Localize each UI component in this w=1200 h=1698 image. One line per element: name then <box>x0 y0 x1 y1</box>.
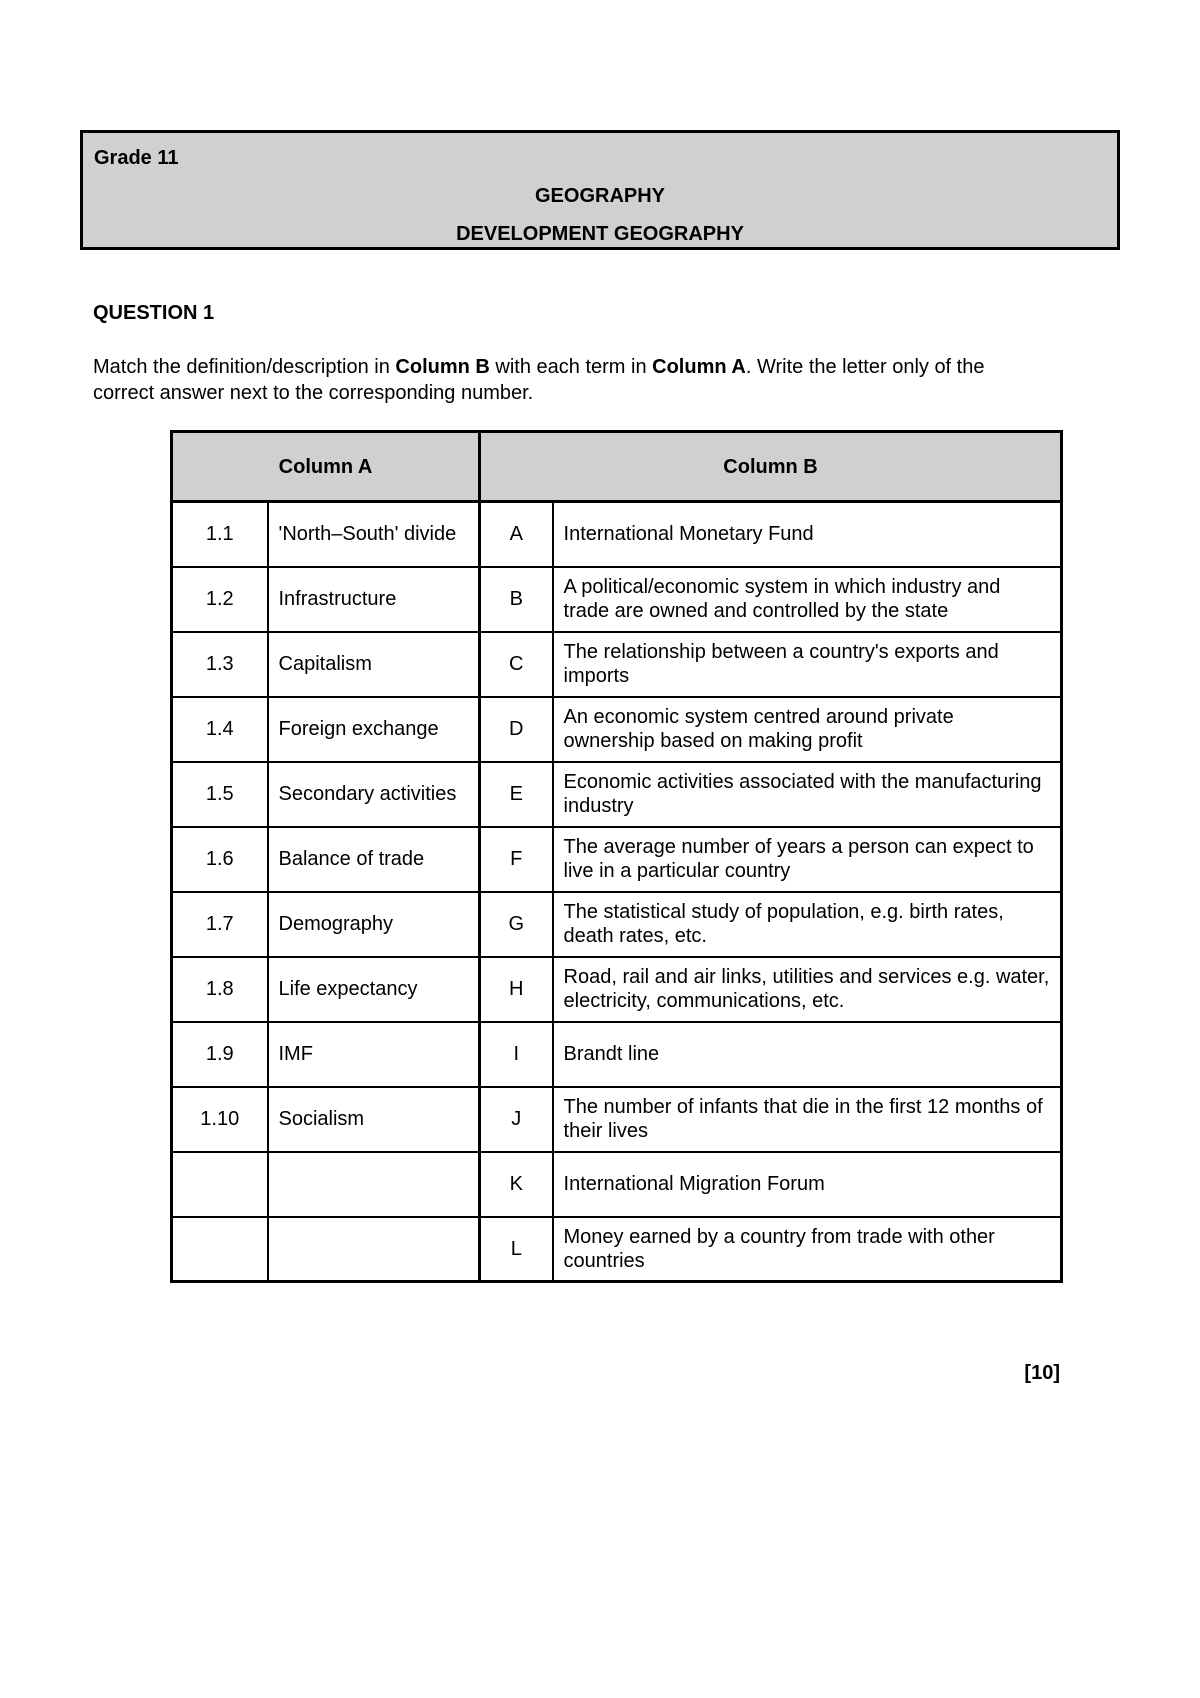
instructions-bold-1: Column B <box>395 356 490 378</box>
instructions-text-3: . Write the letter only of the correct answer next to the corresponding number. <box>93 356 985 404</box>
instructions-text-2: with each term in <box>489 356 653 378</box>
letter-cell: C <box>480 632 553 697</box>
letter-cell: L <box>480 1217 553 1282</box>
term-cell <box>268 1217 480 1282</box>
item-number <box>172 1217 268 1282</box>
item-number: 1.3 <box>172 632 268 697</box>
instructions-bold-2: Column A <box>652 356 746 378</box>
item-number: 1.8 <box>172 957 268 1022</box>
term-cell: Balance of trade <box>268 827 480 892</box>
definition-cell: The average number of years a person can expect to live in a particular country <box>553 827 1062 892</box>
table-row <box>172 697 1062 762</box>
term-cell: Demography <box>268 892 480 957</box>
term-cell: Secondary activities <box>268 762 480 827</box>
letter-cell: B <box>480 567 553 632</box>
definition-cell: Money earned by a country from trade with other countries <box>553 1217 1062 1282</box>
table-row <box>172 762 1062 827</box>
table-row <box>172 1217 1062 1282</box>
table-row <box>172 632 1062 697</box>
definition-cell: Economic activities associated with the manufacturing industry <box>553 762 1062 827</box>
term-cell <box>268 1152 480 1217</box>
definition-cell: International Monetary Fund <box>553 502 1062 567</box>
item-number: 1.4 <box>172 697 268 762</box>
column-a-header: Column A <box>172 432 480 502</box>
item-number: 1.5 <box>172 762 268 827</box>
term-cell: Infrastructure <box>268 567 480 632</box>
letter-cell: J <box>480 1087 553 1152</box>
letter-cell: A <box>480 502 553 567</box>
table-row <box>172 502 1062 567</box>
table-row <box>172 1152 1062 1217</box>
column-b-header: Column B <box>480 432 1062 502</box>
definition-cell: Brandt line <box>553 1022 1062 1087</box>
letter-cell: I <box>480 1022 553 1087</box>
item-number: 1.9 <box>172 1022 268 1087</box>
letter-cell: D <box>480 697 553 762</box>
header-box <box>80 130 1120 250</box>
letter-cell: K <box>480 1152 553 1217</box>
table-row <box>172 1087 1062 1152</box>
definition-cell: International Migration Forum <box>553 1152 1062 1217</box>
topic-title: DEVELOPMENT GEOGRAPHY <box>456 223 744 245</box>
definition-cell: The statistical study of population, e.g. birth rates, death rates, etc. <box>553 892 1062 957</box>
grade-label: Grade 11 <box>94 147 179 169</box>
item-number <box>172 1152 268 1217</box>
letter-cell: E <box>480 762 553 827</box>
question-title: QUESTION 1 <box>93 302 215 324</box>
definition-cell: An economic system centred around private ownership based on making profit <box>553 697 1062 762</box>
letter-cell: G <box>480 892 553 957</box>
definition-cell: Road, rail and air links, utilities and services e.g. water, electricity, communications, etc. <box>553 957 1062 1022</box>
term-cell: 'North–South' divide <box>268 502 480 567</box>
term-cell: Capitalism <box>268 632 480 697</box>
table-row <box>172 1022 1062 1087</box>
subject-title: GEOGRAPHY <box>534 185 666 207</box>
question-instructions <box>93 354 1033 406</box>
table-row <box>172 567 1062 632</box>
definition-cell: The number of infants that die in the first 12 months of their lives <box>553 1087 1062 1152</box>
term-cell: IMF <box>268 1022 480 1087</box>
total-marks: [10] <box>1024 1362 1060 1384</box>
table-row <box>172 892 1062 957</box>
instructions-text-1: Match the definition/description in <box>93 356 396 378</box>
term-cell: Socialism <box>268 1087 480 1152</box>
item-number: 1.10 <box>172 1087 268 1152</box>
term-cell: Foreign exchange <box>268 697 480 762</box>
term-cell: Life expectancy <box>268 957 480 1022</box>
letter-cell: H <box>480 957 553 1022</box>
item-number: 1.7 <box>172 892 268 957</box>
item-number: 1.1 <box>172 502 268 567</box>
table-row <box>172 827 1062 892</box>
item-number: 1.6 <box>172 827 268 892</box>
definition-cell: A political/economic system in which industry and trade are owned and controlled by the state <box>553 567 1062 632</box>
table-header-row <box>172 432 1062 502</box>
item-number: 1.2 <box>172 567 268 632</box>
matching-table <box>170 430 1063 1283</box>
definition-cell: The relationship between a country's exports and imports <box>553 632 1062 697</box>
letter-cell: F <box>480 827 553 892</box>
table-row <box>172 957 1062 1022</box>
